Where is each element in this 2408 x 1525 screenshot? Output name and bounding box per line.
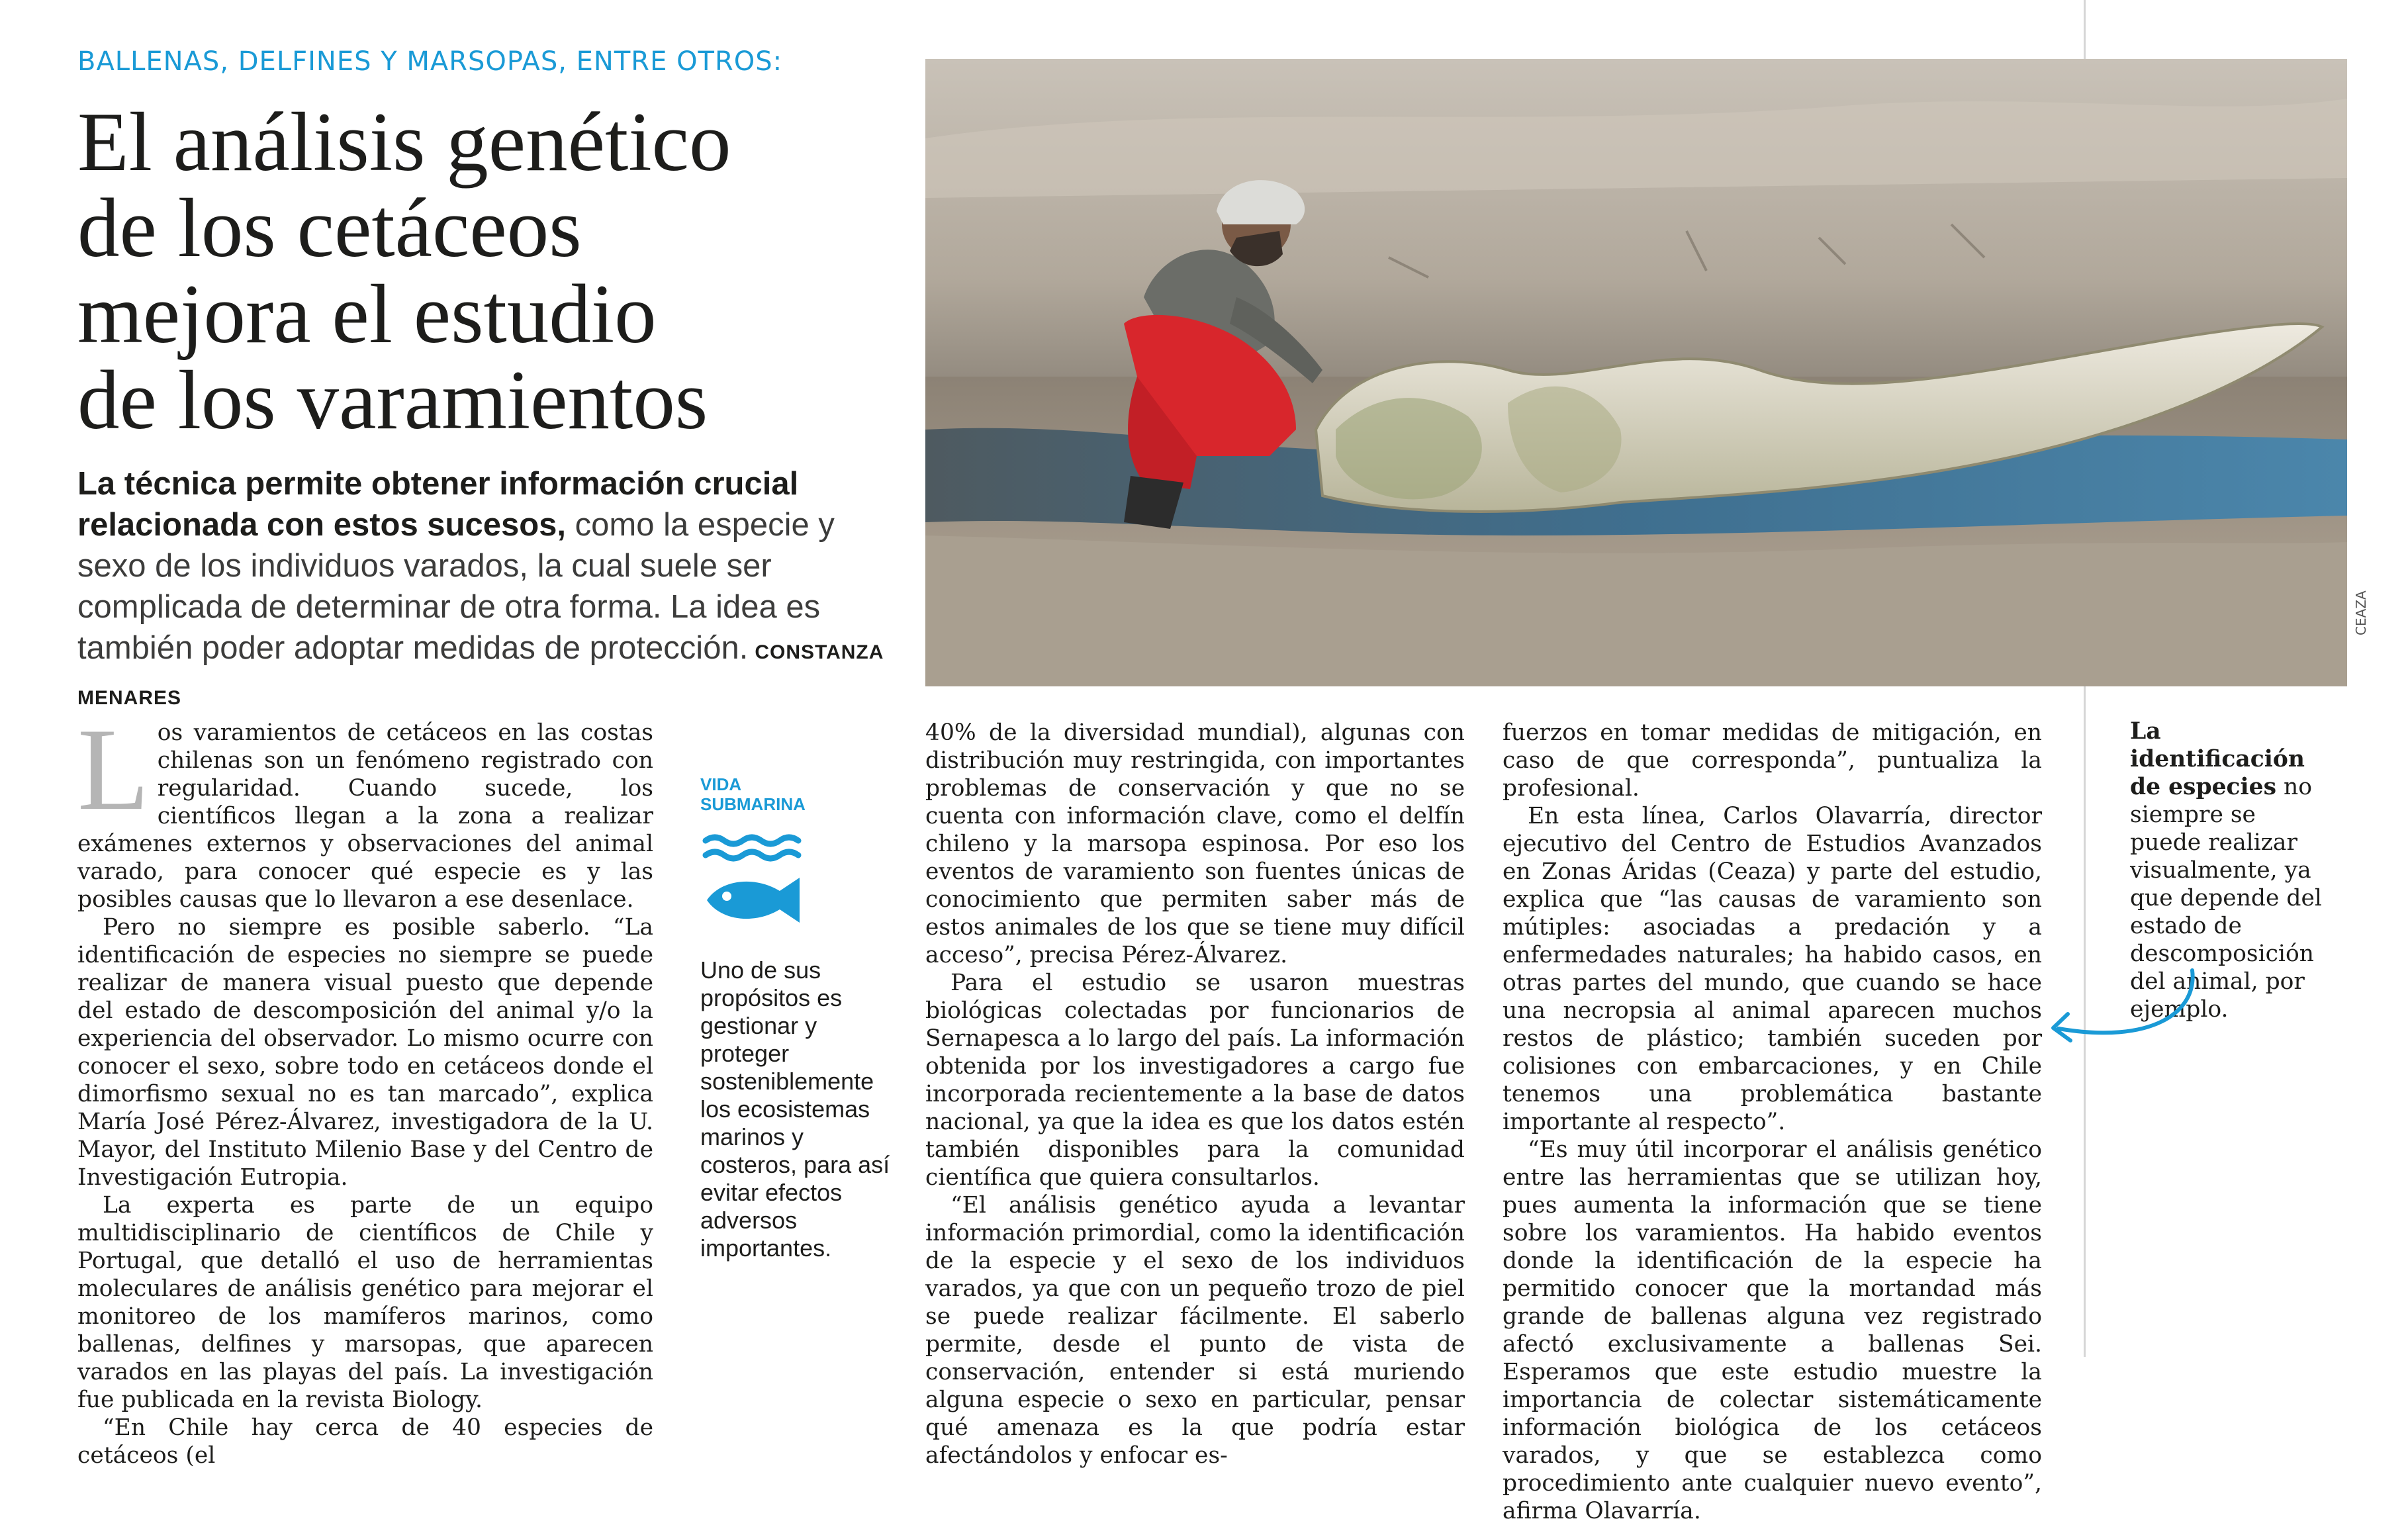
headline bbox=[77, 96, 898, 447]
headline-line: El análisis genético bbox=[77, 96, 731, 189]
sidebar-text: Uno de sus propósitos es gestionar y proteger sosteniblemente los ecosistemas marinos y costeros, para así evitar efectos adversos importantes. bbox=[700, 956, 890, 1262]
headline-line: mejora el estudio bbox=[77, 268, 657, 361]
curved-arrow-icon bbox=[2039, 966, 2211, 1062]
sdg-sidebar bbox=[700, 774, 892, 1262]
headline-line: de los varamientos bbox=[77, 354, 708, 447]
fish-waves-icon bbox=[700, 834, 892, 937]
paragraph: Para el estudio se usaron muestras biológicas colectadas por funcionarios de Sernapesca a lo largo del país. La información obtenida por los investigadores a cargo fue incorporada recientemente a la base de datos nacional, ya que la idea es que los datos estén también disponibles para la comunidad científica que quiera consultarlos. bbox=[925, 970, 1465, 1191]
paragraph: La experta es parte de un equipo multidisciplinario de científicos de Chile y Portugal, que detalló el uso de herramientas moleculares de análisis genético para mejorar el monitoreo de los mamíferos marinos, como ballenas, delfines y marsopas, que aparecen varados en las playas del país. La investigación fue publicada en la revista Biology. bbox=[77, 1192, 653, 1413]
paragraph: “El análisis genético ayuda a levantar información primordial, como la identificación de la especie y el sexo de los individuos varados, ya que con un pequeño trozo de piel se puede realizar fácilmente. El saberlo permite, desde el punto de vista de conservación, entender si está muriendo alguna especie o sexo en particular, pensar qué amenaza es la que podría estar afectándolos y enfocar es- bbox=[925, 1192, 1465, 1469]
article-photo bbox=[925, 59, 2347, 686]
headline-line: de los cetáceos bbox=[77, 182, 582, 275]
sidebar-tag: VIDA SUBMARINA bbox=[700, 774, 806, 814]
pull-note-text: no siempre se puede realizar visualmente, ya que depende del estado de descomposición del animal, por ejemplo. bbox=[2130, 774, 2322, 1023]
body-column-3 bbox=[1503, 719, 2042, 1525]
paragraph: Pero no siempre es posible saberlo. “La identificación de especies no siempre se puede realizar de manera visual puesto que depende del estado de descomposición del animal y/o la experiencia del observador. Lo mismo ocurre con conocer el sexo, sobre todo en cetáceos donde el dimorfismo sexual no es tan marcado”, explica María José Pérez-Álvarez, investigadora de la U. Mayor, del Instituto Milenio Base y del Centro de Investigación Eutropia. bbox=[77, 914, 653, 1191]
body-column-1 bbox=[77, 704, 653, 1469]
kicker: BALLENAS, DELFINES Y MARSOPAS, ENTRE OTROS: bbox=[77, 46, 783, 77]
byline: CONSTANZA MENARES bbox=[77, 641, 884, 709]
drop-cap: L bbox=[77, 704, 150, 835]
photo-credit: CEAZA bbox=[2353, 590, 2369, 635]
paragraph: “Es muy útil incorporar el análisis genético entre las herramientas que se utilizan hoy, pues aumenta la información que se tiene sobre los varamientos. Ha habido eventos donde la identificación de la especie ha permitido conocer que la mortandad más grande de ballenas alguna vez registrado afectó exclusivamente a ballenas Sei. Esperamos que este estudio muestre la importancia de colectar sistemáticamente información biológica de los cetáceos varados, y que se establezca como procedimiento ante cualquier nuevo evento”, afirma Olavarría. bbox=[1503, 1136, 2042, 1524]
beach-whale-skeleton-image bbox=[925, 59, 2347, 686]
paragraph: fuerzos en tomar medidas de mitigación, en caso de que corresponda”, puntualiza la profesional. bbox=[1503, 719, 2042, 802]
paragraph: Los varamientos de cetáceos en las costas chilenas son un fenómeno registrado con regularidad. Cuando sucede, los científicos llegan a la zona a realizar exámenes externos y observaciones del animal varado, para conocer qué especie es y las posibles causas que lo llevaron a ese desenlace. bbox=[77, 704, 653, 913]
paragraph: En esta línea, Carlos Olavarría, director ejecutivo del Centro de Estudios Avanzados en Zonas Áridas (Ceaza) y parte del estudio, explica que “las causas de varamiento son mútiples: asociadas a predación y a enfermedades naturales; ha habido casos, en otras partes del mundo, que cuando se hace una necropsia al animal aparecen muchos restos de plástico; también suceden por colisiones con embarcaciones, y en Chile tenemos una problemática bastante importante al respecto”. bbox=[1503, 803, 2042, 1135]
deck-bold: La técnica permite obtener información crucial relacionada con estos sucesos, bbox=[77, 466, 799, 543]
paragraph: “En Chile hay cerca de 40 especies de cetáceos (el bbox=[77, 1414, 653, 1469]
deck bbox=[77, 463, 898, 719]
body-column-2 bbox=[925, 719, 1465, 1469]
pull-note-bold: La identificación de especies bbox=[2130, 718, 2305, 800]
deck-text: como la especie y sexo de los individuos varados, la cual suele ser complicada de determinar de otra forma. La idea es también poder adoptar medidas de protección. bbox=[77, 507, 835, 666]
paragraph: 40% de la diversidad mundial), algunas con distribución muy restringida, con importantes problemas de conservación y que no se cuenta con información clave, como el delfín chileno y la marsopa espinosa. Por eso los eventos de varamiento son fuentes únicas de conocimiento que permiten saber más de estos animales de los que se tiene muy difícil acceso”, precisa Pérez-Álvarez. bbox=[925, 719, 1465, 968]
